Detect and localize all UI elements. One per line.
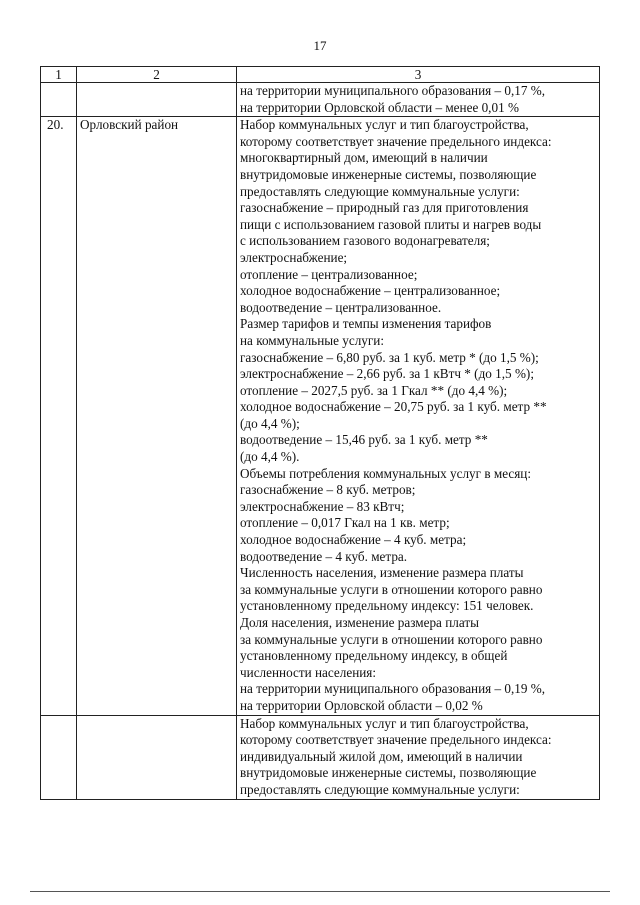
district-name-cell [77, 715, 237, 799]
description-line: на территории Орловской области – 0,02 % [240, 697, 483, 713]
description-line: водоотведение – централизованное. [240, 299, 442, 315]
row-number-cell [41, 715, 77, 799]
description-line: за коммунальные услуги в отношении которого равно [240, 581, 543, 597]
district-name-cell: Орловский район [77, 117, 237, 715]
description-line: предоставлять следующие коммунальные услуги: [240, 781, 520, 797]
column-header-2: 2 [77, 67, 237, 83]
description-line: индивидуальный жилой дом, имеющий в наличии [240, 748, 523, 764]
description-line: холодное водоснабжение – 4 куб. метра; [240, 532, 467, 548]
description-line: на коммунальные услуги: [240, 332, 385, 348]
description-line: предоставлять следующие коммунальные услуги: [240, 183, 520, 199]
description-line: Набор коммунальных услуг и тип благоустройства, [240, 715, 529, 731]
description-line: многоквартирный дом, имеющий в наличии [240, 150, 488, 166]
description-line: которому соответствует значение предельного индекса: [240, 133, 552, 149]
description-line: отопление – 0,017 Гкал на 1 кв. метр; [240, 515, 450, 531]
description-line: отопление – 2027,5 руб. за 1 Гкал ** (до 4,4 %); [240, 382, 508, 398]
column-header-1: 1 [41, 67, 77, 83]
description-line: внутридомовые инженерные системы, позволяющие [240, 166, 537, 182]
description-line: с использованием газового водонагревателя; [240, 233, 490, 249]
description-line: пищи с использованием газовой плиты и нагрев воды [240, 216, 542, 232]
bottom-rule [30, 891, 610, 892]
description-cell [237, 83, 600, 117]
description-line: газоснабжение – природный газ для приготовления [240, 200, 529, 216]
page-number: 17 [313, 38, 327, 53]
description-line: которому соответствует значение предельного индекса: [240, 732, 552, 748]
description-line: газоснабжение – 8 куб. метров; [240, 482, 416, 498]
table-row [41, 117, 600, 715]
description-line: Численность населения, изменение размера платы [240, 565, 524, 581]
description-line: Доля населения, изменение размера платы [240, 615, 479, 630]
document-table [40, 66, 600, 800]
district-name-cell [77, 83, 237, 117]
description-line: за коммунальные услуги в отношении которого равно [240, 631, 543, 647]
description-line: электроснабжение; [240, 249, 348, 265]
description-line: водоотведение – 15,46 руб. за 1 куб. метр ** [240, 432, 488, 448]
description-line: установленному предельному индексу: 151 человек. [240, 598, 534, 614]
row-number-cell [41, 83, 77, 117]
column-header-3: 3 [237, 67, 600, 83]
description-line: отопление – централизованное; [240, 266, 418, 282]
description-line: водоотведение – 4 куб. метра. [240, 548, 408, 564]
table-header-row [41, 67, 600, 83]
description-line: газоснабжение – 6,80 руб. за 1 куб. метр * (до 1,5 %); [240, 349, 539, 365]
description-line: на территории муниципального образования – 0,19 %, [240, 681, 546, 697]
description-line: Объемы потребления коммунальных услуг в месяц: [240, 465, 532, 481]
description-line: холодное водоснабжение – 20,75 руб. за 1 куб. метр ** [240, 399, 547, 415]
description-line: установленному предельному индексу, в общей [240, 648, 508, 664]
description-line: холодное водоснабжение – централизованное; [240, 283, 501, 299]
description-line: (до 4,4 %). [240, 449, 300, 465]
description-line: на территории муниципального образования – 0,17 %, [240, 83, 546, 98]
description-cell [237, 117, 600, 715]
table-row [41, 83, 600, 117]
table-row [41, 715, 600, 799]
description-cell [237, 715, 600, 799]
row-number-cell: 20. [41, 117, 77, 715]
description-line: Набор коммунальных услуг и тип благоустройства, [240, 117, 529, 133]
description-line: (до 4,4 %); [240, 415, 300, 431]
description-line: электроснабжение – 83 кВтч; [240, 498, 405, 514]
description-line: Размер тарифов и темпы изменения тарифов [240, 316, 492, 332]
description-line: электроснабжение – 2,66 руб. за 1 кВтч * (до 1,5 %); [240, 366, 534, 382]
description-line: внутридомовые инженерные системы, позволяющие [240, 765, 537, 781]
description-line: на территории Орловской области – менее 0,01 % [240, 99, 519, 115]
description-line: численности населения: [240, 664, 377, 680]
